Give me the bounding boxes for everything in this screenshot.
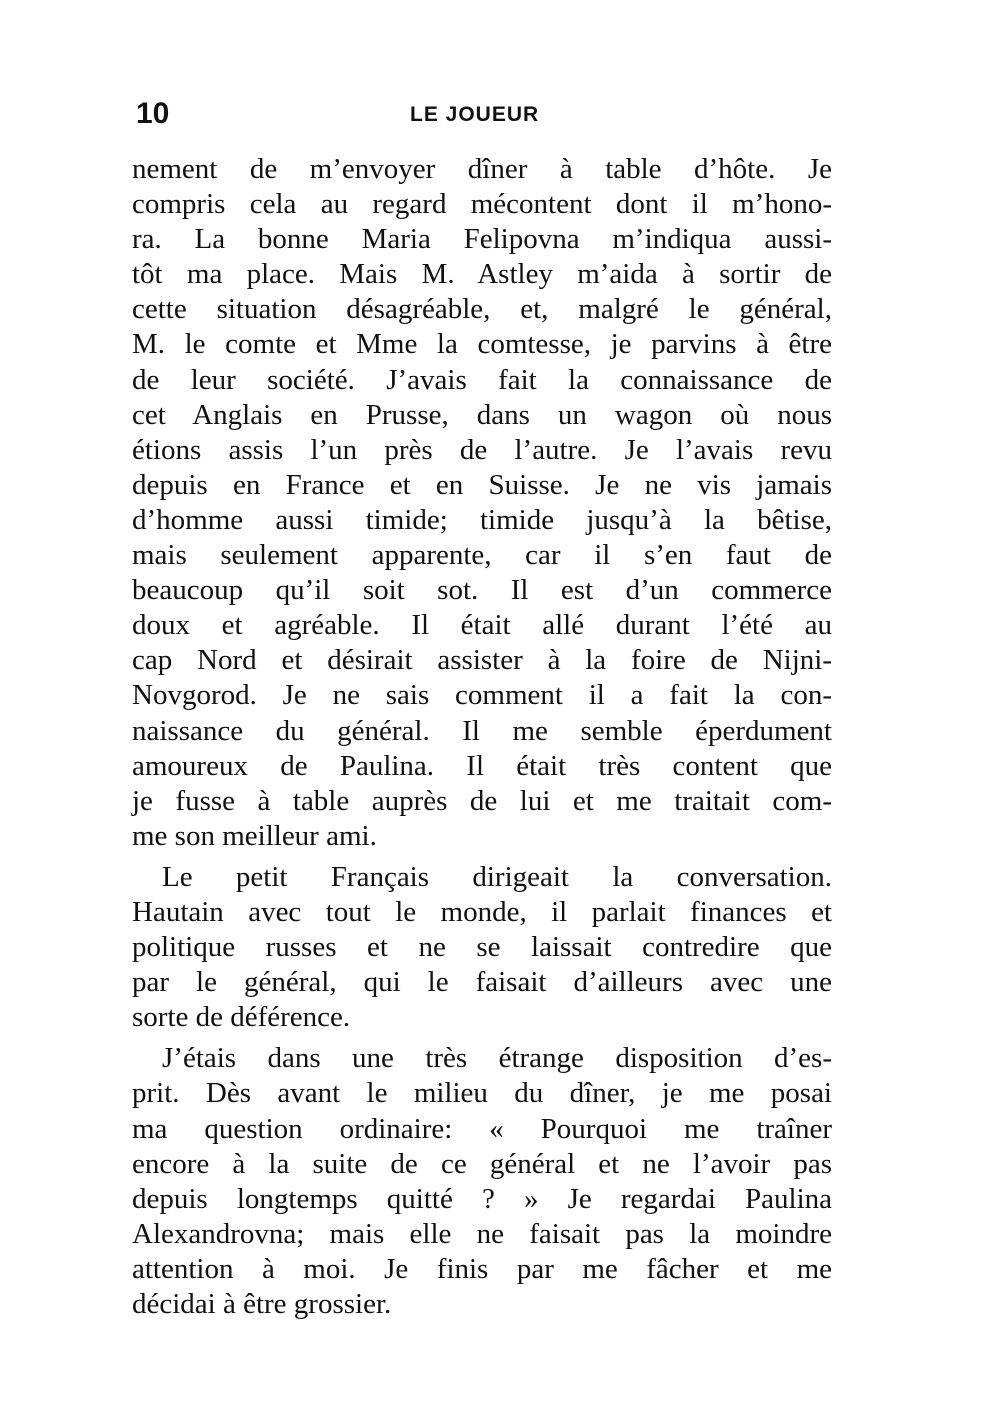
text-line: J’étais dans une très étrange disposition d’es-: [162, 1042, 832, 1075]
text-line: cet Anglais en Prusse, dans un wagon où nous: [132, 398, 832, 431]
text-line: étions assis l’un près de l’autre. Je l’avais revu: [132, 433, 832, 466]
text-line: beaucoup qu’il soit sot. Il est d’un commerce: [132, 574, 832, 607]
text-line: encore à la suite de ce général et ne l’avoir pas: [132, 1147, 832, 1180]
text-line: Novgorod. Je ne sais comment il a fait la con-: [132, 679, 832, 712]
text-line: naissance du général. Il me semble éperdument: [132, 714, 832, 747]
text-line: amoureux de Paulina. Il était très content que: [132, 749, 832, 782]
text-line: M. le comte et Mme la comtesse, je parvins à être: [132, 328, 832, 361]
text-line: tôt ma place. Mais M. Astley m’aida à sortir de: [132, 258, 832, 291]
text-line: ma question ordinaire: « Pourquoi me traîner: [132, 1112, 832, 1145]
text-line: ra. La bonne Maria Felipovna m’indiqua aussi-: [132, 223, 832, 256]
text-line: décidai à être grossier.: [132, 1288, 392, 1320]
text-line: politique russes et ne se laissait contredire que: [132, 931, 832, 964]
text-line: depuis longtemps quitté ? » Je regardai Paulina: [132, 1182, 832, 1215]
running-head: LE JOUEUR: [410, 103, 540, 126]
text-line: prit. Dès avant le milieu du dîner, je me posai: [132, 1077, 832, 1110]
text-line: cette situation désagréable, et, malgré le général,: [132, 293, 832, 326]
text-line: d’homme aussi timide; timide jusqu’à la bêtise,: [132, 503, 832, 536]
text-line: Le petit Français dirigeait la conversation.: [162, 860, 832, 893]
text-line: depuis en France et en Suisse. Je ne vis jamais: [132, 468, 832, 501]
paragraph: [132, 1041, 832, 1322]
text-line: me son meilleur ami.: [132, 819, 377, 852]
text-line: je fusse à table auprès de lui et me traitait com-: [132, 784, 832, 817]
text-line: mais seulement apparente, car il s’en faut de: [132, 539, 832, 572]
paragraph: [132, 860, 832, 1035]
text-line: sorte de déférence.: [132, 1001, 351, 1034]
text-line: compris cela au regard mécontent dont il m’hono-: [132, 188, 832, 221]
text-line: attention à moi. Je finis par me fâcher et me: [132, 1252, 832, 1285]
text-line: Hautain avec tout le monde, il parlait finances et: [132, 895, 832, 928]
text-line: doux et agréable. Il était allé durant l’été au: [132, 609, 832, 642]
text-line: Alexandrovna; mais elle ne faisait pas la moindre: [132, 1217, 832, 1250]
page-number: 10: [136, 97, 170, 130]
body-text: [132, 152, 832, 1328]
paragraph: [132, 152, 832, 854]
text-line: de leur société. J’avais fait la connaissance de: [132, 363, 832, 396]
text-line: par le général, qui le faisait d’ailleurs avec une: [132, 966, 832, 999]
text-line: cap Nord et désirait assister à la foire de Nijni-: [132, 644, 832, 677]
text-line: nement de m’envoyer dîner à table d’hôte. Je: [132, 153, 832, 185]
